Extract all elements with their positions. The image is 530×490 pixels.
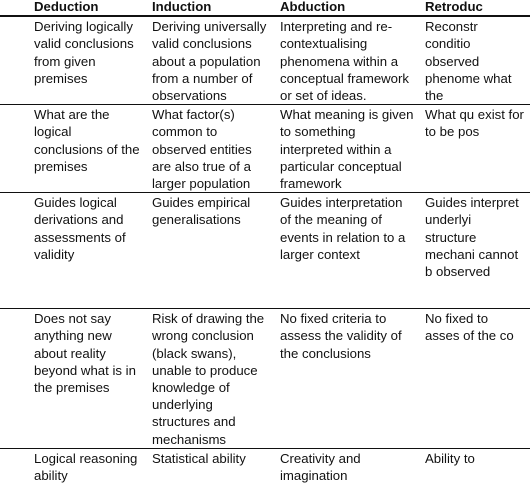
row-label (0, 448, 29, 490)
table-cell-abduction: Creativity and imagination (280, 450, 361, 484)
table-cell-retroduction: Guides interpret underlyi structure mechani cannot b observed (420, 193, 530, 309)
table-cell-abduction: What meaning is given to something interpreted within a particular conceptual framework (275, 105, 420, 193)
header-label-column (0, 0, 29, 16)
row-label (0, 105, 29, 193)
table-body (0, 16, 530, 490)
row-label (0, 16, 29, 105)
header-row (0, 0, 530, 16)
table-row (0, 309, 530, 449)
header-retroduction: Retroduc (420, 0, 530, 16)
table-cell-retroduction: What qu exist for to be pos (420, 105, 530, 193)
table-row (0, 448, 530, 490)
table-cell-deduction: Does not say anything new about reality beyond what is in the premises (29, 309, 147, 449)
table-cell-deduction: Guides logical derivations and assessments of validity (29, 193, 147, 309)
table-cell-abduction: Guides interpretation of the meaning of events in relation to a larger context (275, 193, 420, 309)
row-label (0, 309, 29, 449)
table-cell-deduction: Deriving logically valid conclusions from given premises (29, 16, 147, 105)
table-row (0, 105, 530, 193)
table-cell-induction: What factor(s) common to observed entities are also true of a larger population (147, 105, 275, 193)
table-cell-abduction: Interpreting and re-contextualising phenomena within a conceptual framework or set of ideas. (275, 16, 420, 105)
table-cell-deduction: Logical reasoning ability (34, 450, 138, 484)
table-header (0, 0, 530, 16)
table-cell-induction: Guides empirical generalisations (147, 193, 275, 309)
table-cell-retroduction: Ability to (425, 450, 475, 466)
table-cell-induction: Risk of drawing the wrong conclusion (black swans), unable to produce knowledge of underlying structures and mechanisms (147, 309, 275, 449)
table-cell-retroduction: Reconstr conditio observed phenome what the (420, 16, 530, 105)
table-cell-abduction: No fixed criteria to assess the validity of the conclusions (275, 309, 420, 449)
table-cell-deduction: What are the logical conclusions of the premises (29, 105, 147, 193)
table-cell-induction: Deriving universally valid conclusions about a population from a number of observations (147, 16, 275, 105)
table-row (0, 16, 530, 105)
header-abduction: Abduction (275, 0, 420, 16)
table-row (0, 193, 530, 309)
table-cell-retroduction: No fixed to asses of the co (420, 309, 530, 449)
header-deduction: Deduction (29, 0, 147, 16)
row-label (0, 193, 29, 309)
header-induction: Induction (147, 0, 275, 16)
table-cell-induction: Statistical ability (152, 450, 246, 466)
